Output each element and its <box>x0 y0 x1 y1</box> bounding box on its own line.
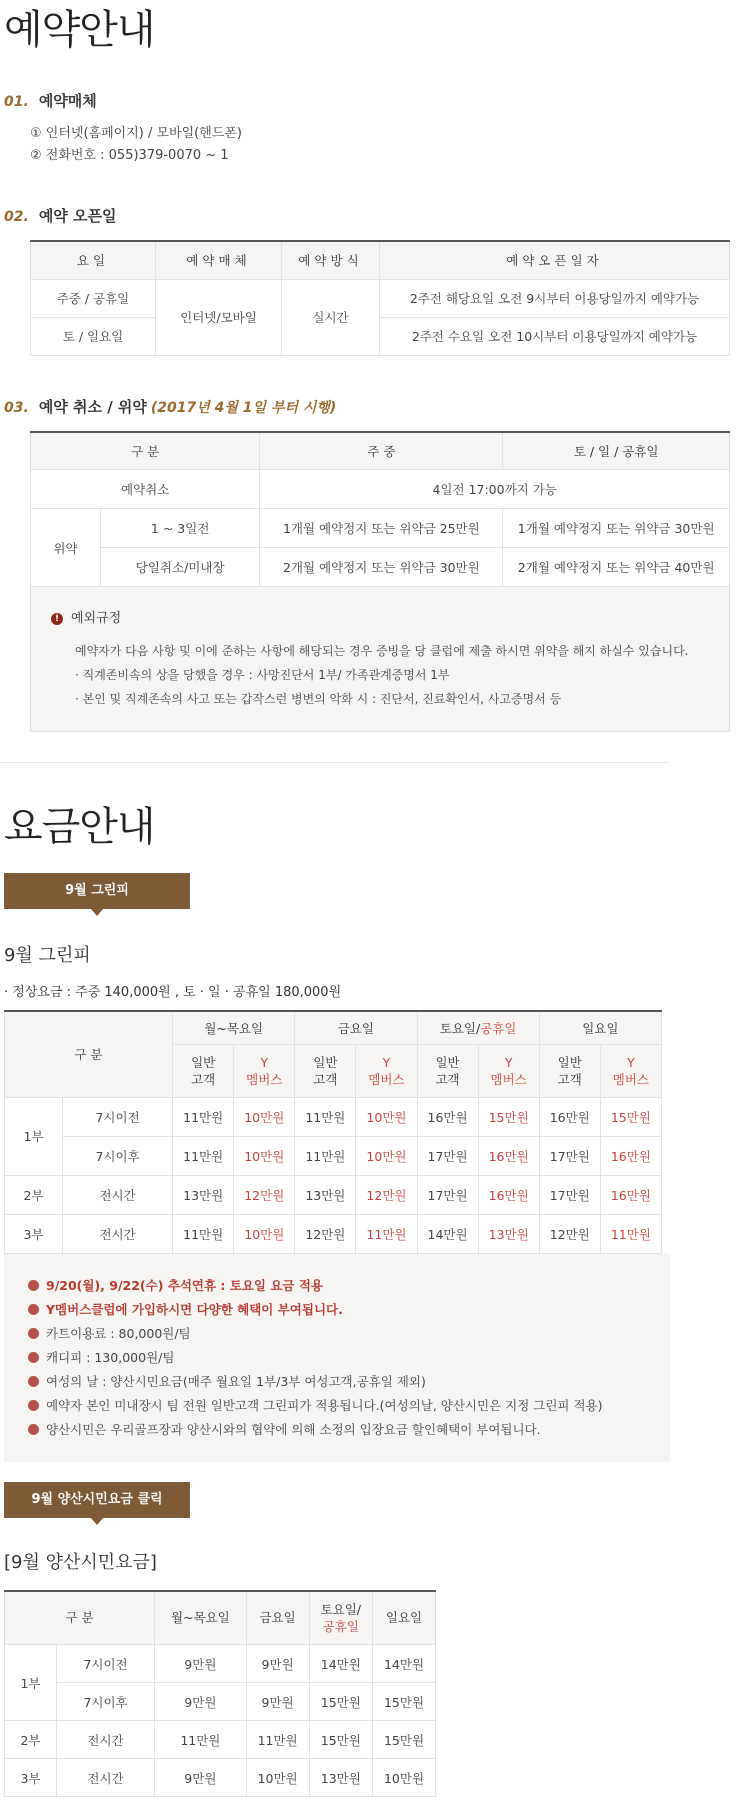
price-cell: 9만원 <box>246 1683 309 1721</box>
section-number: 03. <box>4 399 29 416</box>
table-row <box>31 279 730 317</box>
col-header: 예약오픈일자 <box>380 241 730 279</box>
info-item: 양산시민은 우리골프장과 양산시와의 협약에 의해 소정의 입장요금 할인혜택이 부여됩니다. <box>28 1418 646 1442</box>
open-cell: 2주전 해당요일 오전 9시부터 이용당일까지 예약가능 <box>380 279 730 317</box>
col-header <box>417 1011 539 1044</box>
time-cell: 7시이후 <box>57 1683 155 1721</box>
price-cell: 9만원 <box>246 1645 309 1683</box>
price-cell: 15만원 <box>309 1721 372 1759</box>
general-price-cell: 17만원 <box>539 1175 600 1214</box>
media-cell: 인터넷/모바일 <box>156 279 282 355</box>
col-header: 주 중 <box>260 432 503 470</box>
member-price-cell: 10만원 <box>234 1136 295 1175</box>
member-price-cell: 16만원 <box>478 1175 539 1214</box>
time-cell: 전시간 <box>63 1175 173 1214</box>
member-price-cell: 11만원 <box>356 1214 417 1253</box>
bullet-icon <box>28 1304 39 1315</box>
price-cell: 13만원 <box>309 1759 372 1797</box>
member-price-cell: 11만원 <box>600 1214 661 1253</box>
divider <box>0 762 670 763</box>
time-cell: 전시간 <box>57 1759 155 1797</box>
section-number: 01. <box>4 94 29 110</box>
sub-header-general: 일반 고객 <box>417 1044 478 1097</box>
sub-header-general: 일반 고객 <box>539 1044 600 1097</box>
open-cell: 2주전 수요일 오전 10시부터 이용당일까지 예약가능 <box>380 317 730 355</box>
sub-header-member: Y 멤버스 <box>356 1044 417 1097</box>
info-item: 여성의 날 : 양산시민요금(매주 월요일 1부/3부 여성고객,공휴일 제외) <box>28 1370 646 1394</box>
regular-price: · 정상요금 : 주중 140,000원 , 토 · 일 · 공휴일 180,000원 <box>4 985 342 1000</box>
col-header: 예약방식 <box>282 241 380 279</box>
general-price-cell: 13만원 <box>295 1175 356 1214</box>
price-cell: 14만원 <box>309 1645 372 1683</box>
section-title: 예약 취소 / 위약 <box>38 397 147 416</box>
general-price-cell: 11만원 <box>173 1214 234 1253</box>
penalty-when: 당일취소/미내장 <box>101 548 260 587</box>
general-price-cell: 11만원 <box>173 1136 234 1175</box>
member-price-cell: 16만원 <box>600 1175 661 1214</box>
section-title: 예약 오픈일 <box>38 207 117 225</box>
bullet-icon <box>28 1400 39 1411</box>
penalty-weekday: 2개월 예약정지 또는 위약금 30만원 <box>260 548 503 587</box>
greenfee-table <box>4 1010 662 1254</box>
price-cell: 10만원 <box>373 1759 436 1797</box>
general-price-cell: 11만원 <box>295 1097 356 1136</box>
table-row <box>5 1214 662 1253</box>
notice-title <box>51 607 709 631</box>
price-cell: 9만원 <box>155 1645 247 1683</box>
section-subtitle: (2017년 4월 1일 부터 시행) <box>150 399 337 416</box>
member-price-cell: 16만원 <box>478 1136 539 1175</box>
member-price-cell: 10만원 <box>356 1136 417 1175</box>
general-price-cell: 16만원 <box>539 1097 600 1136</box>
member-price-cell: 10만원 <box>356 1097 417 1136</box>
col-header-sat: 토요일/ <box>439 1020 481 1036</box>
notice-title-text: 예외규정 <box>71 611 122 626</box>
col-header: 월~목요일 <box>173 1011 295 1044</box>
method-cell: 실시간 <box>282 279 380 355</box>
info-item: 예약자 본인 미내장시 팀 전원 일반고객 그린피가 적용됩니다.(여성의날, 양산시민은 지정 그린피 적용) <box>28 1394 646 1418</box>
section-number: 02. <box>4 209 29 225</box>
bullet-icon <box>28 1424 39 1435</box>
general-price-cell: 12만원 <box>539 1214 600 1253</box>
info-item: 카트이용료 : 80,000원/팀 <box>28 1322 646 1346</box>
price-cell: 15만원 <box>373 1721 436 1759</box>
list-item: ① 인터넷(홈페이지) / 모바일(핸드폰) <box>30 126 242 141</box>
day-cell: 주중 / 공휴일 <box>31 279 156 317</box>
member-price-cell: 10만원 <box>234 1097 295 1136</box>
bullet-icon <box>28 1376 39 1387</box>
section-open-head <box>0 205 740 226</box>
general-price-cell: 11만원 <box>295 1136 356 1175</box>
info-item: Y멤버스클럽에 가입하시면 다양한 혜택이 부여됩니다. <box>28 1298 646 1322</box>
sub-header-general: 일반 고객 <box>295 1044 356 1097</box>
part-cell: 3부 <box>5 1214 63 1253</box>
exclamation-icon: ! <box>51 613 63 625</box>
col-header: 토요일/ 공휴일 <box>309 1591 372 1645</box>
table-row <box>5 1721 436 1759</box>
tab-september-greenfee[interactable]: 9월 그린피 <box>4 873 190 909</box>
member-price-cell: 15만원 <box>478 1097 539 1136</box>
col-header: 요일 <box>31 241 156 279</box>
sub-header-member: Y 멤버스 <box>478 1044 539 1097</box>
general-price-cell: 14만원 <box>417 1214 478 1253</box>
table-row <box>31 470 730 509</box>
citizen-fee-table <box>4 1590 436 1798</box>
bullet-icon <box>28 1328 39 1339</box>
table-row <box>31 509 730 548</box>
table-row <box>5 1759 436 1797</box>
penalty-weekend: 2개월 예약정지 또는 위약금 40만원 <box>503 548 730 587</box>
price-cell: 11만원 <box>155 1721 247 1759</box>
member-price-cell: 10만원 <box>234 1214 295 1253</box>
bullet-icon <box>28 1280 39 1291</box>
section-media-head <box>0 90 740 111</box>
cancel-value: 4일전 17:00까지 가능 <box>260 470 730 509</box>
col-header: 토 / 일 / 공휴일 <box>503 432 730 470</box>
price-cell: 11만원 <box>246 1721 309 1759</box>
part-cell: 3부 <box>5 1759 57 1797</box>
notice-line: · 직계존비속의 상을 당했을 경우 : 사망진단서 1부/ 가족관계증명서 1부 <box>75 668 450 682</box>
member-price-cell: 12만원 <box>234 1175 295 1214</box>
col-header-holiday: 공휴일 <box>480 1020 517 1036</box>
table-row <box>31 548 730 587</box>
price-cell: 14만원 <box>373 1645 436 1683</box>
list-item: ② 전화번호 : 055)379-0070 ~ 1 <box>30 148 229 163</box>
day-cell: 토 / 일요일 <box>31 317 156 355</box>
time-cell: 7시이전 <box>57 1645 155 1683</box>
general-price-cell: 11만원 <box>173 1097 234 1136</box>
col-header: 구 분 <box>5 1011 173 1097</box>
time-cell: 전시간 <box>57 1721 155 1759</box>
part-cell: 2부 <box>5 1175 63 1214</box>
section-title: 예약매체 <box>38 92 97 110</box>
member-price-cell: 16만원 <box>600 1136 661 1175</box>
part-cell: 2부 <box>5 1721 57 1759</box>
table-row <box>5 1645 436 1683</box>
bullet-icon <box>28 1352 39 1363</box>
col-header: 구 분 <box>5 1591 155 1645</box>
notice-line: 예약자가 다음 사항 및 이에 준하는 사항에 해당되는 경우 증빙을 당 클럽에 제출 하시면 위약을 해지 하실수 있습니다. <box>75 644 689 658</box>
member-price-cell: 13만원 <box>478 1214 539 1253</box>
general-price-cell: 17만원 <box>417 1175 478 1214</box>
notice-line: · 본인 및 직계존속의 사고 또는 갑작스런 병변의 악화 시 : 진단서, 진료확인서, 사고증명서 등 <box>75 692 562 706</box>
media-list <box>0 111 740 167</box>
member-price-cell: 15만원 <box>600 1097 661 1136</box>
table-row <box>5 1136 662 1175</box>
price-cell: 15만원 <box>309 1683 372 1721</box>
col-header: 일요일 <box>373 1591 436 1645</box>
general-price-cell: 17만원 <box>539 1136 600 1175</box>
sub-header-general: 일반 고객 <box>173 1044 234 1097</box>
price-cell: 15만원 <box>373 1683 436 1721</box>
table-row <box>31 317 730 355</box>
citizen-fee-title: [9월 양산시민요금] <box>4 1551 157 1573</box>
col-header: 구 분 <box>31 432 260 470</box>
tab-citizen-fee[interactable]: 9월 양산시민요금 클릭 <box>4 1482 190 1518</box>
time-cell: 7시이전 <box>63 1097 173 1136</box>
open-day-table <box>30 240 730 356</box>
penalty-weekday: 1개월 예약정지 또는 위약금 25만원 <box>260 509 503 548</box>
time-cell: 전시간 <box>63 1214 173 1253</box>
col-header: 금요일 <box>246 1591 309 1645</box>
penalty-weekend: 1개월 예약정지 또는 위약금 30만원 <box>503 509 730 548</box>
cancel-label: 예약취소 <box>31 470 260 509</box>
penalty-label: 위약 <box>31 509 101 587</box>
col-header: 일요일 <box>539 1011 661 1044</box>
col-header: 월~목요일 <box>155 1591 247 1645</box>
general-price-cell: 13만원 <box>173 1175 234 1214</box>
exception-notice <box>30 587 730 732</box>
time-cell: 7시이후 <box>63 1136 173 1175</box>
greenfee-title: 9월 그린피 <box>4 945 91 966</box>
col-header: 금요일 <box>295 1011 417 1044</box>
table-row <box>5 1097 662 1136</box>
part-cell: 1부 <box>5 1097 63 1175</box>
notice-body <box>51 639 709 711</box>
penalty-when: 1 ~ 3일전 <box>101 509 260 548</box>
sub-header-member: Y 멤버스 <box>600 1044 661 1097</box>
section-cancel-head <box>0 396 740 417</box>
table-row <box>5 1683 436 1721</box>
price-cell: 9만원 <box>155 1759 247 1797</box>
fee-info-box <box>4 1254 670 1462</box>
info-item: 9/20(월), 9/22(수) 추석연휴 : 토요일 요금 적용 <box>28 1274 646 1298</box>
sub-header-member: Y 멤버스 <box>234 1044 295 1097</box>
general-price-cell: 16만원 <box>417 1097 478 1136</box>
price-cell: 9만원 <box>155 1683 247 1721</box>
member-price-cell: 12만원 <box>356 1175 417 1214</box>
table-row <box>5 1175 662 1214</box>
general-price-cell: 17만원 <box>417 1136 478 1175</box>
info-item: 캐디피 : 130,000원/팀 <box>28 1346 646 1370</box>
cancel-table <box>30 431 730 588</box>
general-price-cell: 12만원 <box>295 1214 356 1253</box>
fees-title: 요금안내 <box>4 804 155 850</box>
part-cell: 1부 <box>5 1645 57 1721</box>
col-header: 예약매체 <box>156 241 282 279</box>
reservation-title: 예약안내 <box>4 7 155 53</box>
price-cell: 10만원 <box>246 1759 309 1797</box>
